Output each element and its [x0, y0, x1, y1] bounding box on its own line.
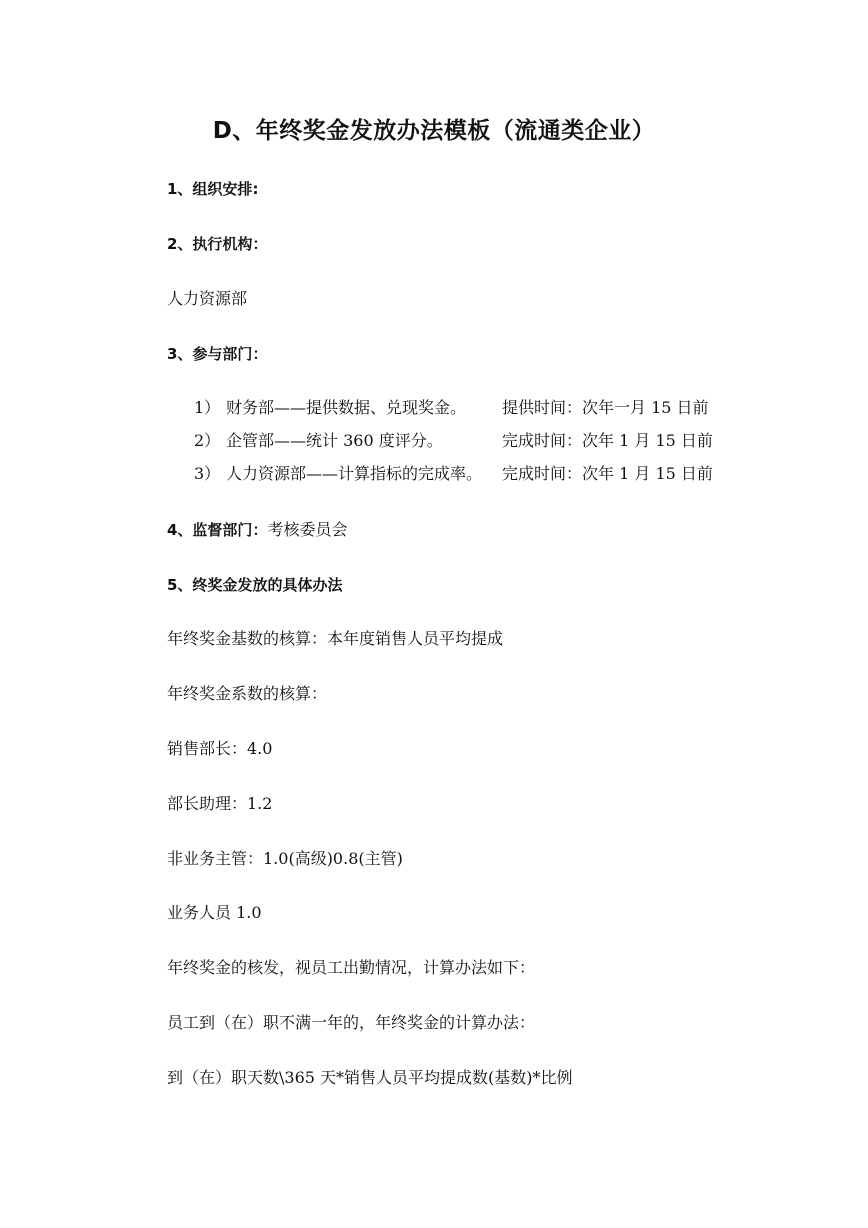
department-description: 人力资源部——计算指标的完成率。: [226, 464, 483, 483]
department-index: 2）: [194, 431, 221, 450]
section-4-line: [167, 519, 347, 541]
body-line: 年终奖金的核发，视员工出勤情况，计算办法如下：: [167, 958, 536, 977]
section-4-label: 4、监督部门：: [167, 521, 268, 539]
section-1-heading: 1、组织安排:: [167, 180, 259, 198]
section-3-heading: 3、参与部门：: [167, 345, 268, 363]
department-index: 1）: [194, 398, 221, 417]
department-index: 3）: [194, 464, 221, 483]
section-2-body: 人力资源部: [167, 289, 248, 308]
department-deadline: 完成时间：次年 1 月 15 日前: [502, 431, 713, 450]
department-description: 企管部——统计 360 度评分。: [226, 431, 443, 450]
department-row: [194, 430, 713, 452]
body-line: 非业务主管：1.0(高级)0.8(主管): [167, 849, 403, 868]
section-5-heading: 5、终奖金发放的具体办法: [167, 576, 343, 594]
body-line: 部长助理：1.2: [167, 794, 273, 813]
section-4-value: 考核委员会: [267, 520, 348, 539]
body-line: 员工到（在）职不满一年的，年终奖金的计算办法：: [167, 1013, 536, 1032]
body-line: 销售部长：4.0: [167, 739, 273, 758]
department-row: [194, 397, 709, 419]
document-title: D、年终奖金发放办法模板（流通类企业）: [212, 118, 656, 144]
body-line: 年终奖金系数的核算：: [167, 684, 328, 703]
body-line: 年终奖金基数的核算：本年度销售人员平均提成: [167, 629, 504, 648]
body-line: 到（在）职天数\365 天*销售人员平均提成数(基数)*比例: [167, 1068, 573, 1087]
department-deadline: 完成时间：次年 1 月 15 日前: [502, 464, 713, 483]
section-2-heading: 2、执行机构：: [167, 235, 268, 253]
department-description: 财务部——提供数据、兑现奖金。: [226, 398, 467, 417]
body-line: 业务人员 1.0: [167, 903, 262, 922]
department-row: [194, 463, 713, 485]
department-deadline: 提供时间：次年一月 15 日前: [502, 398, 709, 417]
